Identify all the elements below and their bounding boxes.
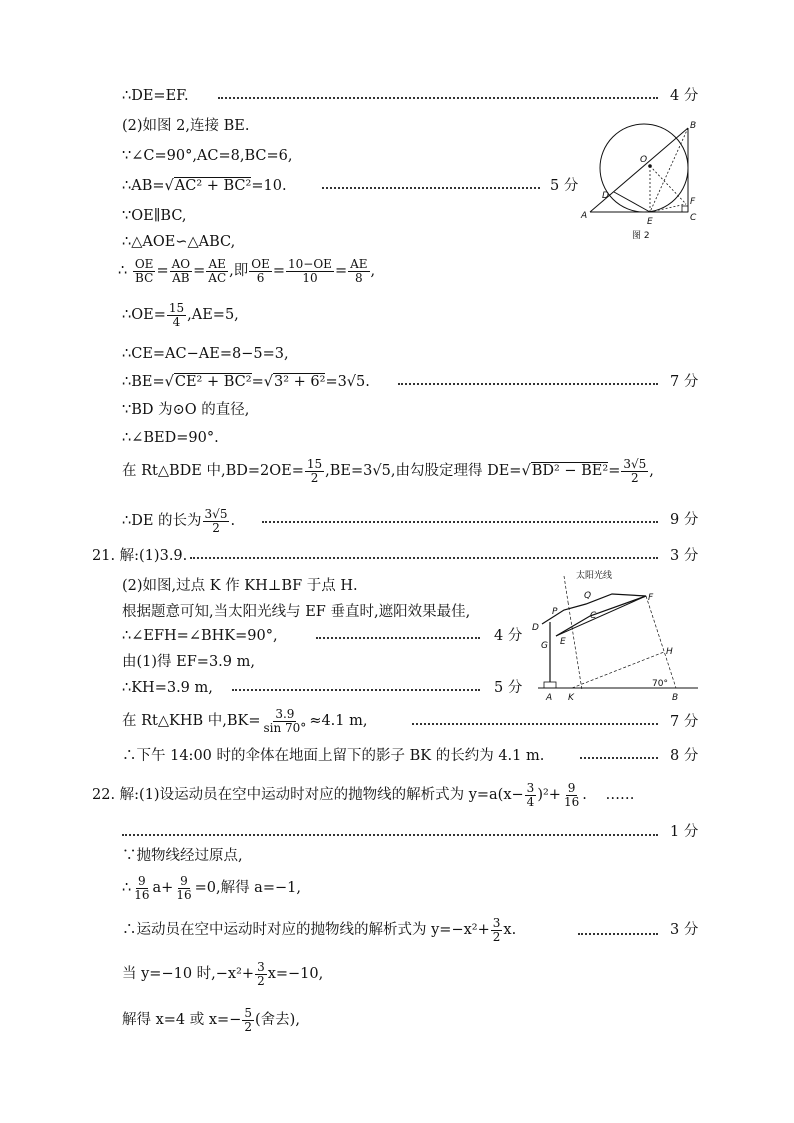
- num: OE: [134, 256, 154, 271]
- sqrt-expr: 3² + 6²: [273, 374, 326, 390]
- line-oe-parallel: ∵OE∥BC,: [122, 208, 187, 224]
- label-a: A: [581, 211, 588, 221]
- label-a: A: [546, 693, 553, 703]
- ray-2: [564, 576, 568, 602]
- score: 4 分: [670, 88, 699, 104]
- base: [544, 682, 556, 688]
- fraction: [203, 508, 230, 535]
- text: ∴AB=: [122, 178, 165, 194]
- text: ,BE=3√5,由勾股定理得 DE=: [325, 463, 522, 479]
- den: sin 70°: [263, 720, 307, 735]
- line-q21-2: (2)如图,过点 K 作 KH⊥BF 于点 H.: [122, 578, 358, 594]
- sqrt-expr: BD² − BE²: [531, 463, 609, 479]
- den: 10: [302, 270, 318, 285]
- text: x=−10,: [267, 966, 324, 982]
- label-p: P: [552, 607, 558, 617]
- line-q21-7: [122, 706, 368, 736]
- text: =: [251, 374, 264, 390]
- num: AE: [208, 256, 226, 271]
- label-c: C: [590, 611, 597, 621]
- num: 3: [257, 959, 265, 974]
- text: 当 y=−10 时,−x²+: [122, 966, 255, 982]
- text: 在 Rt△BDE 中,BD=2OE=: [122, 463, 304, 479]
- fraction: [249, 258, 272, 285]
- figure-2-circle-diagram: [578, 116, 702, 242]
- dot-leader: [190, 557, 658, 559]
- num: 5: [244, 1005, 252, 1020]
- label-d: D: [532, 623, 539, 633]
- sqrt-expr: CE² + BC²: [174, 374, 252, 390]
- label-o: O: [640, 155, 648, 165]
- den: 4: [172, 314, 181, 329]
- label-q: Q: [584, 591, 592, 601]
- den: 2: [212, 520, 220, 535]
- text: ∴BE=: [122, 374, 165, 390]
- text: .: [582, 787, 587, 803]
- line-bed: ∴∠BED=90°.: [122, 430, 219, 446]
- score: 3 分: [670, 922, 699, 938]
- den: 2: [310, 470, 319, 485]
- line-q22: [92, 778, 634, 812]
- text: ∴: [118, 263, 128, 279]
- text: )²+: [537, 787, 561, 803]
- line-q21-8: ∴下午 14:00 时的伞体在地面上留下的影子 BK 的长约为 4.1 m.: [122, 748, 545, 764]
- text: =3√5.: [325, 374, 370, 390]
- segment-de: [614, 192, 650, 212]
- fraction: [255, 961, 267, 988]
- dot-leader: [262, 521, 658, 523]
- line-q21-4: ∴∠EFH=∠BHK=90°,: [122, 628, 278, 644]
- line-fig2: (2)如图 2,连接 BE.: [122, 118, 250, 134]
- ray-fb: [646, 596, 676, 688]
- den: BC: [135, 270, 154, 285]
- num: 3: [492, 915, 501, 930]
- fraction: [133, 258, 156, 285]
- segment-kh: [572, 652, 664, 688]
- trailing-dots: ……: [605, 787, 635, 803]
- den: 2: [257, 973, 265, 988]
- text: ∴运动员在空中运动时对应的抛物线的解析式为 y=−x²+: [122, 922, 490, 938]
- label-g: G: [541, 641, 548, 651]
- score: 5 分: [494, 680, 523, 696]
- ray-1: [568, 602, 582, 690]
- score: 1 分: [670, 824, 699, 840]
- text: ≈4.1 m,: [309, 713, 368, 729]
- fraction: [262, 708, 309, 735]
- num: 10−OE: [288, 256, 332, 271]
- den: 2: [244, 1019, 252, 1034]
- line-ce: ∴CE=AC−AE=8−5=3,: [122, 346, 289, 362]
- line-q22-5: [122, 958, 323, 990]
- den: 2: [631, 470, 639, 485]
- label-c: C: [690, 213, 697, 223]
- segment-be: [650, 128, 688, 212]
- num: 3√5: [204, 506, 228, 521]
- text: ,即: [229, 263, 249, 279]
- line-q21: 21. 解:(1)3.9.: [92, 548, 188, 564]
- score: 4 分: [494, 628, 523, 644]
- den: AC: [208, 270, 227, 285]
- label-b: B: [690, 121, 697, 131]
- segment-ef: [556, 596, 646, 636]
- line-pythag: 在 Rt△BDE 中,BD=2OE= $\frac{15}{2}$ ,BE=3√5,由勾股定理得 DE=√BD² − BE²= $\frac{3√5}{2}$ ,: [122, 456, 654, 485]
- den: 6: [256, 270, 265, 285]
- score: 7 分: [670, 714, 699, 730]
- line-de-result: [122, 506, 235, 536]
- text: ∴: [122, 880, 132, 896]
- text: =0,解得 a=−1,: [194, 880, 301, 896]
- fraction: [174, 875, 193, 902]
- line-q21-5: 由(1)得 EF=3.9 m,: [122, 654, 255, 670]
- fraction: [286, 258, 334, 285]
- dot-leader: [218, 97, 658, 99]
- line-q21-6: ∴KH=3.9 m,: [122, 680, 213, 696]
- text: 22. 解:(1)设运动员在空中运动时对应的抛物线的解析式为 y=a(x−: [92, 787, 524, 803]
- line-given: ∵∠C=90°,AC=8,BC=6,: [122, 148, 293, 164]
- fraction: [348, 258, 369, 285]
- line-oe-value: [122, 300, 239, 330]
- text: x.: [503, 922, 517, 938]
- num: 9: [138, 873, 146, 888]
- label-e: E: [560, 637, 566, 647]
- right-angle-mark: [682, 206, 688, 212]
- text: =10.: [251, 178, 287, 194]
- den: 16: [563, 794, 580, 809]
- dot-leader: [122, 834, 658, 836]
- den: 2: [492, 929, 501, 944]
- den: 16: [134, 887, 150, 902]
- score: 3 分: [670, 548, 699, 564]
- num: 9: [567, 780, 576, 795]
- num: 3√5: [623, 456, 647, 471]
- fraction: [242, 1007, 254, 1034]
- num: AO: [171, 256, 191, 271]
- score: 8 分: [670, 748, 699, 764]
- score: 9 分: [670, 512, 699, 528]
- dot-leader: [232, 689, 480, 691]
- fraction: [491, 917, 503, 944]
- line-q21-3: 根据题意可知,当太阳光线与 EF 垂直时,遮阳效果最佳,: [122, 604, 471, 620]
- dot-leader: [580, 757, 658, 759]
- score: 7 分: [670, 374, 699, 390]
- sqrt-expr: AC² + BC²: [174, 178, 252, 194]
- line-de-ef: ∴DE=EF.: [122, 88, 189, 104]
- fraction: [170, 258, 193, 285]
- text: .: [230, 513, 236, 529]
- num: AE: [350, 256, 368, 271]
- label-h: H: [666, 647, 673, 657]
- dot-leader: [322, 187, 540, 189]
- num: 15: [168, 300, 185, 315]
- label-k: K: [568, 693, 574, 703]
- caption-sunlight: 太阳光线: [576, 571, 613, 581]
- text: ∴OE=: [122, 307, 166, 323]
- text: 解得 x=4 或 x=−: [122, 1012, 242, 1028]
- line-q22-4: [122, 914, 516, 946]
- label-f: F: [648, 593, 654, 603]
- figure-21-umbrella-diagram: [528, 566, 704, 706]
- label-b: B: [672, 693, 679, 703]
- text: ,AE=5,: [187, 307, 239, 323]
- num: 3: [526, 780, 535, 795]
- text: =: [608, 463, 621, 479]
- text: a+: [152, 880, 174, 896]
- label-f: F: [690, 197, 696, 207]
- line-q22-6: [122, 1004, 300, 1036]
- line-q22-3: [122, 872, 301, 904]
- den: 16: [176, 887, 192, 902]
- score: 5 分: [550, 178, 579, 194]
- label-d: D: [602, 191, 609, 201]
- text: (舍去),: [255, 1012, 300, 1028]
- label-angle-70: 70°: [652, 679, 668, 689]
- text: ∴DE 的长为: [122, 513, 202, 529]
- num: OE: [251, 256, 270, 271]
- dot-leader: [316, 637, 480, 639]
- num: 15: [306, 456, 323, 471]
- line-ratio: ∴ $\frac{OE}{BC}$ = $\frac{AO}{AB}$ = $\frac{AE}{AC}$ ,即 $\frac{OE}{6}$ = $\frac{10-OE}{10}$ = $\frac{AE}{8}$ ,: [118, 256, 376, 285]
- dot-leader: [398, 383, 658, 385]
- dot-leader: [412, 723, 658, 725]
- circle-o: [600, 124, 688, 212]
- line-be: ∴BE=√CE² + BC²=√3² + 6²=3√5.: [122, 374, 370, 390]
- den: AB: [172, 270, 190, 285]
- fraction: [132, 875, 151, 902]
- fraction: [305, 458, 324, 485]
- num: 9: [180, 873, 188, 888]
- fraction: [167, 302, 186, 329]
- fraction: [206, 258, 228, 285]
- point-o: [648, 164, 652, 168]
- line-q22-2: ∵抛物线经过原点,: [122, 848, 243, 864]
- line-bd-diameter: ∵BD 为⊙O 的直径,: [122, 402, 250, 418]
- fraction: [621, 458, 648, 485]
- fraction: [525, 782, 537, 809]
- line-similar: ∴△AOE∽△ABC,: [122, 234, 236, 250]
- num: 3.9: [275, 706, 295, 721]
- fraction: [562, 782, 581, 809]
- caption-figure-2: 图 2: [632, 231, 650, 241]
- line-ab: ∴AB=√AC² + BC²=10.: [122, 178, 287, 194]
- dot-leader: [578, 933, 658, 935]
- text: 在 Rt△KHB 中,BK=: [122, 713, 261, 729]
- den: 8: [354, 270, 363, 285]
- den: 4: [526, 794, 535, 809]
- label-e: E: [647, 217, 653, 227]
